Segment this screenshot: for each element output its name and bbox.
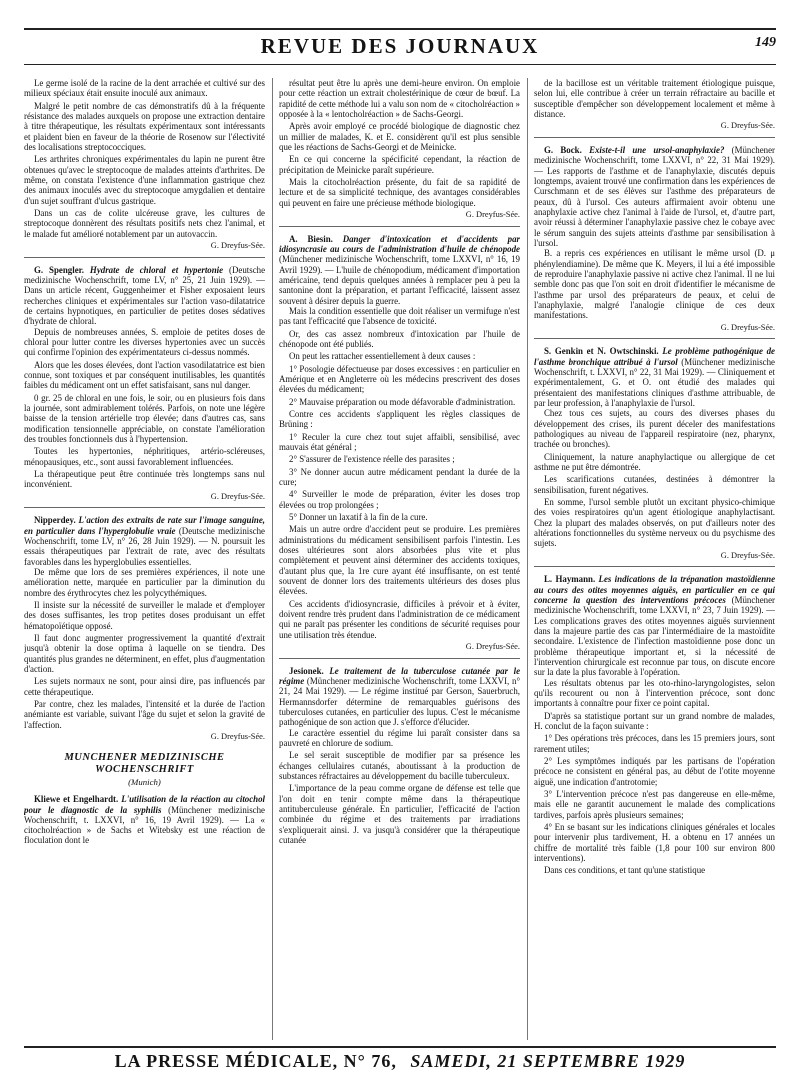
paragraph: En ce qui concerne la spécificité cependant, la réaction de précipitation de Meinicke paraît supérieure. xyxy=(279,154,520,175)
paragraph: Depuis de nombreuses années, S. emploie de petites doses de chloral pour lutter contre les diverses hypertonies avec un succès qui confirme l'opinion des expérimentateurs ci-dessus nommés. xyxy=(24,326,265,358)
section-heading: MUNCHENER MEDIZINISCHE WOCHENSCHRIFT xyxy=(64,751,225,775)
paragraph: 1° Reculer la cure chez tout sujet affaibli, sensibilisé, avec mauvais état général ; xyxy=(279,431,520,452)
paragraph: Mais la citocholréaction présente, du fait de sa rapidité de lecture et de sa simplicité technique, des avantages considérables qui peuvent en faire une précieuse méthode biologique. xyxy=(279,176,520,208)
page-footer xyxy=(24,1046,776,1072)
reviewer-signature: G. Dreyfus-Sée. xyxy=(210,731,265,741)
reviewer-signature: G. Dreyfus-Sée. xyxy=(720,550,775,560)
paragraph: Les scarifications cutanées, destinées à démontrer la sensibilisation, furent négatives. xyxy=(534,474,775,495)
article-separator xyxy=(279,226,520,227)
article-citation: (Münchener medizinische Wochenschrift, tome LXXVI, n° 16, 19 Avril 1929). — L'huile de chénopodium, médicament d'importation américaine, tend depuis quelques années à remplacer peu à peu la santonine dont la préparation, et partant l'efficacité, laissent assez souvent à désirer depuis la guerre. xyxy=(279,254,520,306)
journal-title: REVUE DES JOURNAUX xyxy=(260,34,540,58)
footer-journal: LA PRESSE MÉDICALE, N° 76, xyxy=(114,1051,397,1071)
paragraph: Le germe isolé de la racine de la dent arrachée et cultivé sur des milieux spéciaux était ensuite inoculé aux animaux. xyxy=(24,78,265,99)
page-header xyxy=(24,28,776,65)
paragraph: D'après sa statistique portant sur un grand nombre de malades, H. conclut de la façon suivante : xyxy=(534,710,775,731)
article-separator xyxy=(534,566,775,567)
page-number: 149 xyxy=(755,35,776,50)
paragraph: Le caractère essentiel du régime lui paraît consister dans sa pauvreté en chlorure de sodium. xyxy=(279,727,520,748)
paragraph: Il insiste sur la nécessité de surveiller le malade et d'employer des doses suffisantes, les trop petites doses produisant un effet hématopoïétique opposé. xyxy=(24,599,265,631)
paragraph: 4° Surveiller le mode de préparation, éviter les doses trop élevées ou trop prolongées ; xyxy=(279,489,520,510)
article-separator xyxy=(24,507,265,508)
paragraph: Malgré le petit nombre de cas démonstratifs dû à la fréquente résistance des malades auxquels on propose une extraction dentaire à titre thérapeutique, les résultats expérimentaux sont intéressants et plaident bien en faveur de la théorie de Rosenow sur l'électivité des localisations streptococciques. xyxy=(24,100,265,152)
article-title: Existe-t-il une ursol-anaphylaxie? xyxy=(589,145,725,156)
article-author: Jesionek. xyxy=(289,665,324,676)
article-author: A. Biesin. xyxy=(289,233,333,244)
article-separator xyxy=(534,338,775,339)
column-right xyxy=(527,78,775,1040)
article-citation: (Deutsche medizinische Wochenschrift, tome LV, n° 25, 21 Juin 1929). — Dans un article récent, Guggenheimer et Fisher exposaient leurs recherches cliniques et expérimentales sur l'action vaso-dilatatrice de certains hypnotiques, en particulier de petites doses sédatives d'hydrate de chloral. xyxy=(24,264,265,327)
paragraph: En somme, l'ursol semble plutôt un excitant physico-chimique des voies respiratoires qu'un agent étiologique anaphylactisant. Chez la plupart des malades observés, on put d'ailleurs noter des altérations fonctionnelles du système nerveux ou du psychisme des sujets. xyxy=(534,496,775,549)
article-title: Hydrate de chloral et hypertonie xyxy=(89,264,224,275)
article-author: Kliewe et Engelhardt. xyxy=(34,794,119,805)
paragraph: De même que lors de ses premières expériences, il note une amélioration nette, marquée en particulier par la diminution du nombre des érythrocytes chez les polycythémiques. xyxy=(24,566,265,598)
article-author: G. Bock. xyxy=(544,145,582,156)
reviewer-signature: G. Dreyfus-Sée. xyxy=(465,209,520,219)
article-title: Danger d'intoxication et d'accidents par idiosyncrasie au cours de l'administration d'huile de chénopode xyxy=(279,233,520,255)
paragraph: L'importance de la peau comme organe de défense est telle que l'on doit en tenir compte même dans la thérapeutique antituberculeuse générale. En particulier, l'efficacité de l'action combinée du régime et des traitements par irradiations s'expliquerait ainsi. J. va jusqu'à considérer que la thérapeutique cutanée xyxy=(279,783,520,845)
paragraph: 2° Les symptômes indiqués par les partisans de l'opération précoce ne consistent en général pas, au début de l'otite moyenne aiguë, une indication d'antrotomie; xyxy=(534,755,775,787)
article-title: L'utilisation de la réaction au citochol pour le diagnostic de la syphilis xyxy=(24,794,265,815)
section-subheading: (Munich) xyxy=(128,776,161,787)
paragraph: 1° Posologie défectueuse par doses excessives : en particulier en Amérique et en Angleterre où les médecins prescrivent des doses élevées du médicament; xyxy=(279,363,520,395)
paragraph: 1° Des opérations très précoces, dans les 15 premiers jours, sont rarement utiles; xyxy=(534,733,775,754)
paragraph: Le sel serait susceptible de modifier par sa présence les échanges cellulaires cutanés, aboutissant à la production de substances réfractaires au développement du bacille tuberculeux. xyxy=(279,750,520,781)
paragraph: B. a repris ces expériences en utilisant le même ursol (D. μ phénylendiamine). De même que K. Meyers, il lui a été impossible de reproduire l'anaphylaxie passive ni active chez l'animal. Il ne lui semble donc pas que l'on soit en droit d'identifier le mécanisme de l'asthme par ursol des préparateurs de peaux, et celui de l'anaphylaxie, malgré l'analogie clinique de ces deux manifestations. xyxy=(534,248,775,321)
article-citation: (Münchener medizinische Wochenschrift, tome LXXVI, n° 22, 31 Mai 1929). — Les rapports de l'asthme et de l'anaphylaxie, discutés depuis longtemps, avaient trouvé une confirmation dans les expériences de Curschmann et de ses élèves sur l'asthme des préparateurs de peaux, dû à l'ursol. Ces auteurs affirmaient avoir obtenu une anaphylaxie active chez l'animal à l'aide de l'ursol, et, d'autre part, avoir réussi à déterminer l'anaphylaxie passive chez le cobaye avec le sérum sanguin des sujets atteints d'asthme par sensibilisation à l'ursol. xyxy=(534,145,775,249)
paragraph: Contre ces accidents s'appliquent les règles classiques de Brüning : xyxy=(279,408,520,430)
paragraph: Mais la condition essentielle que doit réaliser un vermifuge n'est pas tant l'efficacité que l'absence de toxicité. xyxy=(279,305,520,327)
column-left xyxy=(24,78,265,1040)
article-title: Le traitement de la tuberculose cutanée par le régime xyxy=(279,665,520,686)
article-separator xyxy=(534,137,775,138)
paragraph: de la bacillose est un véritable traitement étiologique puisque, selon lui, elle contribue à créer un terrain réfractaire au bacille et susceptible d'empêcher son développement localement et même à distance. xyxy=(534,78,775,119)
reviewer-signature: G. Dreyfus-Sée. xyxy=(210,240,265,250)
paragraph: 2° S'assurer de l'existence réelle des parasites ; xyxy=(289,454,455,465)
paragraph: résultat peut être lu après une demi-heure environ. On emploie pour cette réaction un extrait cholestérinique de cœur de bœuf. La rapidité de cette méthode lui a valu son nom de « citocholréaction » opposée à la « lentocholréaction » de Sachs-Georgi. xyxy=(279,78,520,119)
article-lead xyxy=(279,234,520,306)
article-lead xyxy=(534,574,775,677)
article-citation: (Münchener medizinische Wochenschrift, tome LXXVI, n° 23, 7 Juin 1929). — Les complications graves des otites moyennes aiguës surviennent dans la majeure partie des cas par l'intermédiaire de la mastoïdite secondaire. L'existence de l'infection mastoïdienne pose donc un problème thérapeutique important et, si la nécessité de l'intervention chirurgicale est reconnue par tous, on discute encore sur la date la plus favorable à l'opération. xyxy=(534,595,775,678)
paragraph: 5° Donner un laxatif à la fin de la cure. xyxy=(289,511,428,522)
reviewer-signature: G. Dreyfus-Sée. xyxy=(720,121,775,131)
paragraph: Alors que les doses élevées, dont l'action vasodilatatrice est bien connue, sont toxiques et par conséquent inutilisables, les quantités faibles du médicament ont un effet satisfaisant, sans nul danger. xyxy=(24,359,265,391)
paragraph: Ces accidents d'idiosyncrasie, difficiles à prévoir et à éviter, doivent rendre très prudent dans l'administration de ce médicament qui ne paraît pas présenter les conditions de sécurité requises pour une utilisation très étendue. xyxy=(279,598,520,640)
paragraph: Les sujets normaux ne sont, pour ainsi dire, pas influencés par cette thérapeutique. xyxy=(24,676,265,697)
paragraph: On peut les rattacher essentiellement à deux causes : xyxy=(289,351,476,362)
article-citation: (Münchener medizinische Wochenschrift, t. LXXVI, n° 16, 19 Avril 1929). — La « citocholréaction » de Sachs et Witebsky est une réaction de floculation dont le xyxy=(24,804,265,846)
article-columns xyxy=(24,78,776,1040)
article-author: L. Haymann. xyxy=(544,574,596,585)
article-lead xyxy=(24,794,265,846)
article-separator xyxy=(279,658,520,659)
column-middle xyxy=(272,78,520,1040)
paragraph: Mais un autre ordre d'accident peut se produire. Les premières administrations du médicament sensibilisent parfois l'intestin. Les doses ultérieures sont alors absorbées plus vite et plus complètement et peuvent ainsi déterminer des accidents toxiques, d'autant plus que, la 1re cure ayant été insuffisante, on est tenté souvent de donner lors des traitements ultérieurs des doses plus élevées. xyxy=(279,524,520,597)
reviewer-signature: G. Dreyfus-Sée. xyxy=(210,491,265,501)
article-lead xyxy=(24,265,265,327)
article-author: Nipperdey. xyxy=(34,515,76,526)
paragraph: Chez tous ces sujets, au cours des diverses phases du développement des crises, ils purent déceler des manifestations pathologiques au niveau de l'appareil respiratoire (nez, pharynx, trachée ou bronches). xyxy=(534,408,775,450)
paragraph: Cliniquement, la nature anaphylactique ou allergique de cet asthme ne put être démontrée. xyxy=(534,451,775,472)
paragraph: Les résultats obtenus par les oto-rhino-laryngologistes, selon qu'ils recourent ou non à l'intervention précoce, sont donc importants à connaître pour fixer ce point capital. xyxy=(534,677,775,709)
reviewer-signature: G. Dreyfus-Sée. xyxy=(720,322,775,332)
article-citation: (Deutsche medizinische Wochenschrift, tome LV, n° 26, 28 Juin 1929). — N. poursuit les essais thérapeutiques par l'extrait de rate, avec des résultats favorables dans les hyperglobulies essentielles. xyxy=(24,525,265,567)
paragraph: Dans ces conditions, et tant qu'une statistique xyxy=(544,865,706,876)
article-lead xyxy=(279,666,520,728)
paragraph: 0 gr. 25 de chloral en une fois, le soir, ou en plusieurs fois dans la journée, sont admirablement tolérés. Parfois, on note une légère baisse de la tension artérielle trop élevée; dans d'autres cas, sans modification tensionnelle appréciable, on constate l'amélioration des troubles fonctionnels dus à l'hypertension. xyxy=(24,392,265,444)
footer-date: SAMEDI, 21 SEPTEMBRE 1929 xyxy=(410,1051,686,1071)
article-separator xyxy=(24,257,265,258)
article-lead xyxy=(24,515,265,567)
paragraph: Les arthrites chroniques expérimentales du lapin ne purent être obtenues qu'avec le streptocoque de malades atteints d'arthrites. De même, on constata l'existence d'une inflammation gastrique chez des animaux inoculés avec du streptocoque amygdalien et dentaire d'un sujet souffrant d'ulcus gastrique. xyxy=(24,154,265,206)
paragraph: 2° Mauvaise préparation ou mode défavorable d'administration. xyxy=(289,396,516,407)
paragraph: La thérapeutique peut être continuée très longtemps sans nul inconvénient. xyxy=(24,468,265,490)
paragraph: 3° Ne donner aucun autre médicament pendant la durée de la cure; xyxy=(279,466,520,487)
paragraph: 4° En se basant sur les indications cliniques générales et locales pour intervenir plus tardivement, H. a obtenu en 17 années un chiffre de mortalité très faible (1,8 pour 100 sur environ 800 interventions). xyxy=(534,821,775,863)
article-title: L'action des extraits de rate sur l'image sanguine, en particulier dans l'hyperglobulie vraie xyxy=(24,515,265,536)
paragraph: Par contre, chez les malades, l'intensité et la durée de l'action anémiante est variable, suivant l'âge du sujet et selon la gravité de l'affection. xyxy=(24,698,265,730)
paragraph: Toutes les hypertonies, néphritiques, artério-scléreuses, ménopausiques, etc., sont aussi favorablement influencées. xyxy=(24,446,265,467)
paragraph: Dans un cas de colite ulcéreuse grave, les cultures de streptocoque donnèrent des résultats positifs nets chez l'animal, et le malade fut amélioré notablement par un autovaccin. xyxy=(24,207,265,239)
paragraph: Après avoir employé ce procédé biologique de diagnostic chez un millier de malades, K. et E. considèrent qu'il est plus sensible que les réactions de Sachs-Georgi et de Meinicke. xyxy=(279,121,520,152)
article-author: G. Spengler. xyxy=(34,264,84,275)
article-lead xyxy=(534,346,775,408)
paragraph: 3° L'intervention précoce n'est pas dangereuse en elle-même, mais elle ne garantit aucunement le malade des complications tardives, parfois après plusieurs semaines; xyxy=(534,788,775,820)
reviewer-signature: G. Dreyfus-Sée. xyxy=(465,641,520,651)
article-title: Le problème pathogénique de l'asthme bronchique attribué à l'ursol xyxy=(534,346,775,367)
article-author: S. Genkin et N. Owtschinski. xyxy=(544,346,659,357)
article-title: Les indications de la trépanation mastoïdienne au cours des otites moyennes aiguës, en particulier en ce qui concerne la question des interventions précoces xyxy=(534,574,775,606)
article-citation: (Münchener medizinische Wochenschrift, t. LXXVI, n° 22, 31 Mai 1929). — Cliniquement et expérimentalement, G. et O. ont étudié des malades qui présentaient des manifestations cliniques d'asthme attribuable, de par leur profession, à l'anaphylaxie de l'ursol. xyxy=(534,356,775,409)
article-citation: (Münchener medizinische Wochenschrift, tome LXXVI, n° 21, 24 Mai 1929). — Le régime institué par Gerson, Sauerbruch, Hermannsdorfer détermine de remarquables guérisons des tuberculoses cutanées, en particulier des lupus. C'est le mécanisme pathogénique de son action que J. s'efforce d'élucider. xyxy=(279,675,520,728)
paragraph: Or, des cas assez nombreux d'intoxication par l'huile de chénopode ont été publiés. xyxy=(279,328,520,349)
article-lead xyxy=(534,145,775,248)
paragraph: Il faut donc augmenter progressivement la quantité d'extrait jusqu'à obtenir la dose optima à laquelle on se tiendra. Des quantités plus grandes ne déterminent, en effet, plus d'augmentation d'action. xyxy=(24,632,265,674)
